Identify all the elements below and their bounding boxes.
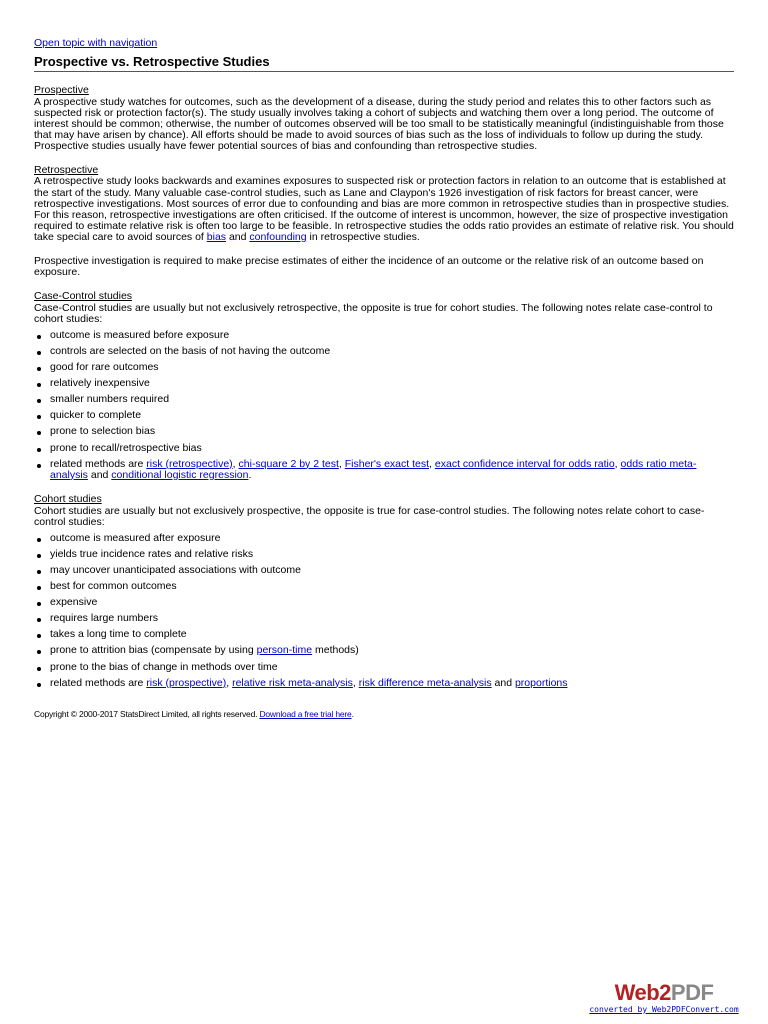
list-item: smaller numbers required <box>34 394 734 405</box>
risk-prospective-link[interactable]: risk (prospective) <box>146 676 227 689</box>
retrospective-body: A retrospective study looks backwards and examines exposures to suspected risk or protection factors in relation to an outcome that is established at the start of the study. Many valuable case-control studies, such as Lane and Claypon's 1926 investigation of risk factors for breast cancer, were retrospective investigations. Most sources of error due to confounding and bias are more common in retrospective studies than in prospective studies. For this reason, retrospective investigations are often criticised. If the outcome of interest is uncommon, however, the size of prospective investigation required to estimate relative risk is often too large to be feasible. In retrospective studies the odds ratio provides an estimate of relative risk. You should take special care to avoid sources of <box>34 175 734 243</box>
list-item-attrition <box>34 645 734 656</box>
person-time-link[interactable]: person-time <box>256 644 313 657</box>
chi-square-link[interactable]: chi-square 2 by 2 test <box>238 457 339 470</box>
period: . <box>351 708 354 719</box>
retrospective-text <box>34 176 734 243</box>
risk-difference-meta-link[interactable]: risk difference meta-analysis <box>358 676 492 689</box>
page-title: Prospective vs. Retrospective Studies <box>34 53 734 72</box>
cohort-list <box>34 533 734 689</box>
list-item: relatively inexpensive <box>34 378 734 389</box>
attrition-prefix: prone to attrition bias (compensate by using <box>50 644 257 657</box>
list-item: outcome is measured before exposure <box>34 330 734 341</box>
list-item: quicker to complete <box>34 410 734 421</box>
list-item-related-methods: related methods are risk (retrospective), chi-square 2 by 2 test, Fisher's exact test, exact confidence interval for odds ratio, odds ratio meta-analysis and conditional logistic regression. <box>34 459 734 481</box>
exact-ci-odds-ratio-link[interactable]: exact confidence interval for odds ratio <box>434 457 615 470</box>
cohort-intro: Cohort studies are usually but not exclusively prospective, the opposite is true for case-control studies. The following notes relate cohort to case-control studies: <box>34 504 705 528</box>
download-trial-link[interactable]: Download a free trial here <box>259 708 352 719</box>
related-prefix: related methods are <box>50 457 147 470</box>
list-item: prone to the bias of change in methods over time <box>34 662 734 673</box>
related-prefix: related methods are <box>50 676 147 689</box>
retrospective-heading: Retrospective <box>34 163 99 176</box>
logo-converted-link[interactable]: converted by Web2PDFConvert.com <box>589 1005 739 1014</box>
retrospective-tail: in retrospective studies. <box>306 230 420 243</box>
precise-note: Prospective investigation is required to make precise estimates of either the incidence of an outcome or the relative risk of an outcome based on exposure. <box>34 255 704 279</box>
confounding-link[interactable]: confounding <box>249 230 307 243</box>
case-control-list <box>34 330 734 481</box>
logo-web: Web2 <box>614 980 671 1005</box>
logo-wordmark <box>584 981 744 1005</box>
list-item: takes a long time to complete <box>34 629 734 640</box>
list-item: may uncover unanticipated associations with outcome <box>34 565 734 576</box>
document-page <box>34 33 734 719</box>
prospective-heading: Prospective <box>34 84 89 96</box>
odds-ratio-meta-link[interactable]: odds ratio meta-analysis <box>50 457 697 481</box>
logo-pdf: PDF <box>670 980 714 1005</box>
case-control-intro: Case-Control studies are usually but not exclusively retrospective, the opposite is true for cohort studies. The following notes relate case-control to cohort studies: <box>34 301 713 325</box>
list-item: prone to recall/retrospective bias <box>34 443 734 454</box>
list-item: outcome is measured after exposure <box>34 533 734 544</box>
conditional-logistic-link[interactable]: conditional logistic regression <box>111 468 249 481</box>
cohort-heading: Cohort studies <box>34 493 102 506</box>
list-item-related-methods: related methods are risk (prospective), relative risk meta-analysis, risk difference meta-analysis and proportions <box>34 678 734 689</box>
copyright <box>34 709 734 719</box>
list-item: expensive <box>34 597 734 608</box>
list-item: best for common outcomes <box>34 581 734 592</box>
proportions-link[interactable]: proportions <box>514 676 568 689</box>
list-item: requires large numbers <box>34 613 734 624</box>
period: . <box>248 468 252 481</box>
fishers-exact-link[interactable]: Fisher's exact test <box>344 457 430 470</box>
list-item: yields true incidence rates and relative risks <box>34 549 734 560</box>
risk-retrospective-link[interactable]: risk (retrospective) <box>146 457 233 470</box>
list-item: controls are selected on the basis of not having the outcome <box>34 346 734 357</box>
list-item: good for rare outcomes <box>34 362 734 373</box>
and-text: and <box>87 468 112 481</box>
open-topic-link[interactable]: Open topic with navigation <box>34 37 158 49</box>
case-control-heading: Case-Control studies <box>34 290 133 303</box>
list-item: prone to selection bias <box>34 426 734 437</box>
and-text: and <box>226 230 250 243</box>
attrition-suffix: methods) <box>312 644 359 657</box>
web2pdf-logo[interactable] <box>584 981 744 1014</box>
and-text: and <box>491 676 515 689</box>
bias-link[interactable]: bias <box>206 230 227 243</box>
prospective-text: A prospective study watches for outcomes, such as the development of a disease, during the study period and relates this to other factors such as suspected risk or protection factor(s). The study usually involves taking a cohort of subjects and watching them over a long period. The outcome of interest should be common; otherwise, the number of outcomes observed will be too small to be statistically meaningful (indistinguishable from those that may have arisen by chance). All efforts should be made to avoid sources of bias such as the loss of individuals to follow up during the study. Prospective studies usually have fewer potential sources of bias and confounding than retrospective studies. <box>34 95 724 152</box>
copyright-text: Copyright © 2000-2017 StatsDirect Limited, all rights reserved. <box>34 708 260 719</box>
relative-risk-meta-link[interactable]: relative risk meta-analysis <box>232 676 353 689</box>
